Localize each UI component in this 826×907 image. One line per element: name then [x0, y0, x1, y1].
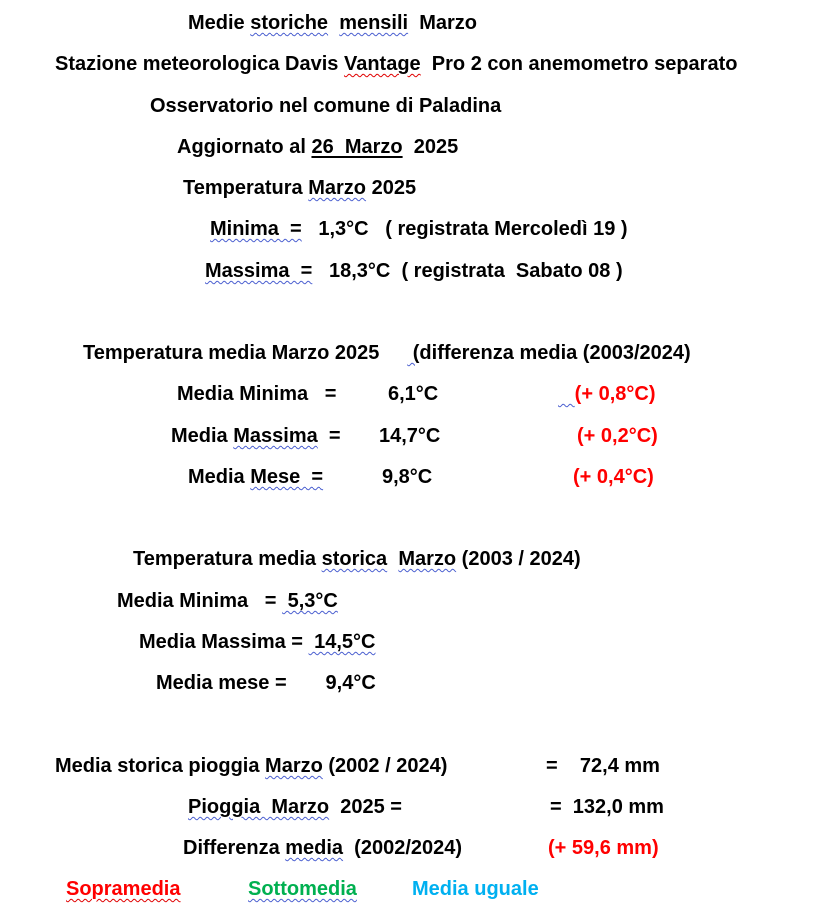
- monthly-mean-heading: Temperatura media Marzo 2025 (differenza media (2003/2024): [83, 342, 691, 364]
- mean-min-label: Media Minima =: [177, 383, 337, 405]
- legend-below: Sottomedia: [248, 878, 357, 900]
- historical-mean: Media mese = 9,4°C: [156, 672, 376, 694]
- minimum-line: Minima = 1,3°C ( registrata Mercoledì 19 ): [210, 218, 628, 240]
- temperature-title: Temperatura Marzo 2025: [183, 177, 417, 199]
- updated-line: Aggiornato al 26 Marzo 2025: [177, 136, 459, 158]
- rain-historical-value: = 72,4 mm: [546, 755, 660, 777]
- maximum-line: Massima = 18,3°C ( registrata Sabato 08 ): [205, 260, 623, 282]
- station-line: Stazione meteorologica Davis Vantage Pro 2 con anemometro separato: [55, 53, 738, 75]
- mean-max-label: Media Massima =: [171, 425, 341, 447]
- rain-difference: Differenza media (2002/2024): [183, 837, 463, 859]
- mean-month-label: Media Mese =: [188, 466, 324, 488]
- mean-max-diff: (+ 0,2°C): [577, 425, 658, 447]
- mean-month-value: 9,8°C: [382, 466, 433, 488]
- historical-max: Media Massima = 14,5°C: [139, 631, 376, 653]
- rain-current: Pioggia Marzo 2025 =: [188, 796, 402, 818]
- legend-equal: Media uguale: [412, 878, 539, 900]
- rain-current-value: = 132,0 mm: [550, 796, 664, 818]
- historical-heading: Temperatura media storica Marzo (2003 / 2024): [133, 548, 581, 570]
- historical-min: Media Minima = 5,3°C: [117, 590, 338, 612]
- legend-above: Sopramedia: [66, 878, 181, 900]
- rain-difference-value: (+ 59,6 mm): [548, 837, 659, 859]
- rain-historical: Media storica pioggia Marzo (2002 / 2024): [55, 755, 448, 777]
- mean-max-value: 14,7°C: [379, 425, 441, 447]
- mean-min-value: 6,1°C: [388, 383, 439, 405]
- mean-min-diff: ​ (+ 0,8°C): [558, 383, 656, 405]
- observatory-line: Osservatorio nel comune di Paladina: [150, 95, 502, 117]
- mean-month-diff: (+ 0,4°C): [573, 466, 654, 488]
- page-title: Medie storiche mensili Marzo: [188, 12, 478, 34]
